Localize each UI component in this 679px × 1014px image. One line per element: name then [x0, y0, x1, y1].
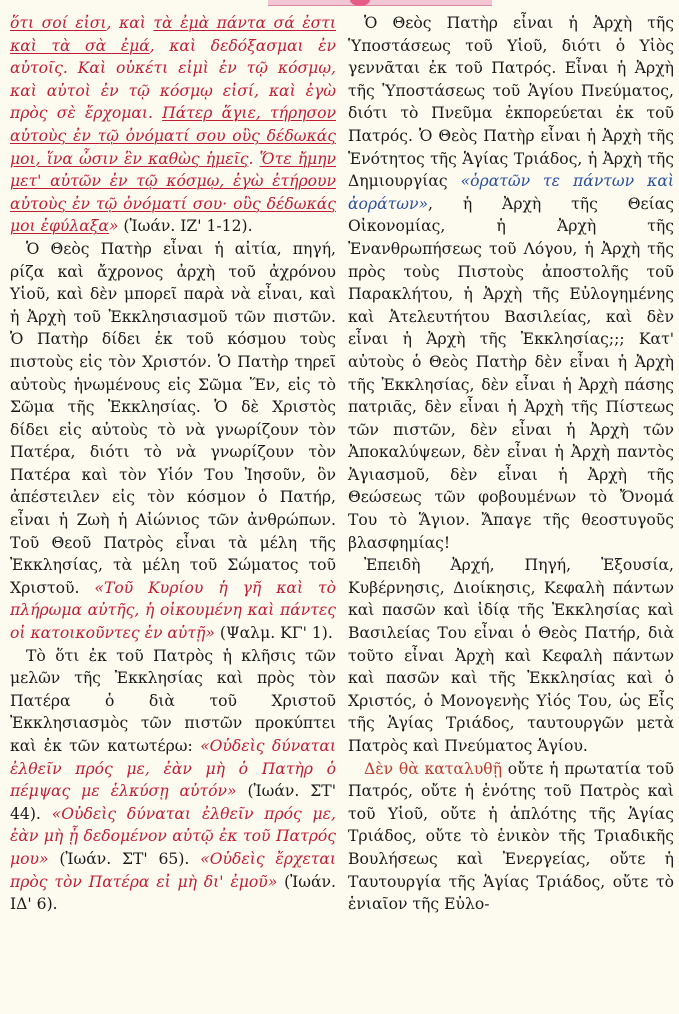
quote-segment: .: [248, 149, 260, 168]
ornament-bar: [268, 0, 492, 6]
body-text: , ἡ Ἀρχὴ τῆς Θείας Οἰκονομίας, ἡ Ἀρχὴ τῆς Ἐνανθρωπήσεως τοῦ Λόγου, ἡ Ἀρχὴ τῆς πρὸς τοὺς Πιστοὺς ἀποστολῆς τοῦ Παρακλήτου, ἡ Ἀρχὴ τῆς Εὐλογημένης καὶ Ἀτελευτήτου Βασιλείας, καὶ δὲν εἶναι ἡ Ἀρχὴ τῆς Ἐκκλησίας;;; Κατ' αὐτοὺς ὁ Θεὸς Πατὴρ δὲν εἶναι ἡ Ἀρχὴ τῆς Ἐκκλησίας, δὲν εἶναι ἡ Ἀρχὴ πάσης πατριᾶς, δὲν εἶναι ἡ Ἀρχὴ τῆς Πίστεως τῶν πιστῶν, δὲν εἶναι ἡ Ἀρχὴ τῶν Ἀποκαλύψεων, δὲν εἶναι ἡ Ἀρχὴ παντὸς Ἁγιασμοῦ, δὲν εἶναι ἡ Ἀρχὴ τῆς Θεώσεως τῶν φοβουμένων τὸ Ὄνομά Του τὸ Ἅγιον. Ἄπαγε τῆς θεοστυγοῦς βλασφημίας!: [348, 194, 674, 552]
quote-segment: Ὅτε ἤμην μετ' αὐτῶν ἐν τῷ κόσμῳ, ἐγὼ ἐτήρουν αὐτοὺς ἐν τῷ ὀνόματί σου· οὓς δέδωκάς μοι ἐφύλαξα: [10, 149, 336, 236]
quote-segment: , καὶ δεδόξασμαι ἐν αὐτοῖς. Καὶ οὐκέτι εἰμὶ ἐν τῷ κόσμῳ, καὶ αὐτοὶ ἐν τῷ κόσμῳ εἰσί, καὶ ἐγὼ πρὸς σὲ ἔρχομαι.: [10, 36, 337, 123]
right-paragraph-2: [348, 554, 674, 757]
gospel-quote: «Οὐδεὶς δύναται ἐλθεῖν πρός με, ἐὰν μὴ ᾖ δεδομένον αὐτῷ ἐκ τοῦ Πατρός μου»: [10, 804, 337, 868]
body-text: Τὸ ὅτι ἐκ τοῦ Πατρὸς ἡ κλῆσις τῶν μελῶν τῆς Ἐκκλησίας καὶ πρὸς τὸν Πατέρα ὁ διὰ τοῦ Χριστοῦ Ἐκκλησιασμὸς τῶν πιστῶν προκύπτει καὶ ἐκ τῶν κατωτέρω:: [10, 646, 336, 755]
scripture-reference: (Ψαλμ. ΚΓ' 1).: [214, 624, 333, 643]
emphasis-text: Δὲν θὰ καταλυθῇ: [364, 759, 503, 778]
right-paragraph-3: [348, 758, 674, 916]
left-paragraph-2: [10, 238, 336, 645]
creed-quote: «ὁρατῶν τε πάντων καὶ ἀοράτων»: [348, 172, 674, 213]
right-column: [348, 12, 674, 916]
body-text: Ὁ Θεὸς Πατὴρ εἶναι ἡ Ἀρχὴ τῆς Ὑποστάσεως τοῦ Υἱοῦ, διότι ὁ Υἱὸς γεννᾶται ἐκ τοῦ Πατρός. Εἶναι ἡ Ἀρχὴ τῆς Ὑποστάσεως τοῦ Ἁγίου Πνεύματος, διότι τὸ Πνεῦμα ἐκπορεύεται ἐκ τοῦ Πατρός. Ὁ Θεὸς Πατὴρ εἶναι ἡ Ἀρχὴ τῆς Ἑνότητος τῆς Ἁγίας Τριάδος, ἡ Ἀρχὴ τῆς Δημιουργίας: [348, 14, 674, 191]
scripture-reference: (Ἰωάν. ΣΤ' 44).: [10, 782, 336, 823]
body-text: οὔτε ἡ πρωτατία τοῦ Πατρός, οὔτε ἡ ἑνότης τοῦ Πατρὸς καὶ τοῦ Υἱοῦ, οὔτε ἡ ἁπλότης τῆς Ἁγίας Τριάδος, οὔτε τὸ ἑνικὸν τῆς Τριαδικῆς Βουλήσεως καὶ Ἐνεργείας, οὔτε ἡ Ταυτουργία τῆς Ἁγίας Τριάδος, οὔτε τὸ ἑνιαῖον τῆς Εὐλο-: [348, 759, 674, 914]
left-column: [10, 12, 336, 916]
quote-segment: Πάτερ ἅγιε, τήρησον αὐτοὺς ἐν τῷ ὀνόματί σου οὓς δέδωκάς μοι, ἵνα ὦσιν ἓν καθὼς ἡμεῖς: [10, 104, 336, 168]
scripture-reference: (Ἰωάν. ΣΤ' 65).: [48, 849, 201, 868]
scripture-reference: (Ἰωάν. ΙΔ' 6).: [10, 872, 336, 914]
quote-segment: τὰ ἐμὰ πάντα σά ἐστι καὶ τὰ σὰ ἐμά: [10, 14, 336, 55]
scripture-reference: (Ἰωάν. ΙΖ' 1-12).: [118, 217, 253, 236]
body-text: Ὁ Θεὸς Πατὴρ εἶναι ἡ αἰτία, πηγή, ρίζα καὶ ἄχρονος ἀρχὴ τοῦ ἀχρόνου Υἱοῦ, καὶ δὲν μπορεῖ παρὰ νὰ εἶναι, καὶ ἡ Ἀρχὴ τοῦ Ἐκκλησιασμοῦ τῶν πιστῶν. Ὁ Πατὴρ δίδει ἐκ τοῦ κόσμου τοὺς πιστοὺς εἰς τὸν Χριστόν. Ὁ Πατὴρ τηρεῖ αὐτοὺς ἡνωμένους εἰς Σῶμα Ἕν, εἰς τὸ Σῶμα τῆς Ἐκκλησίας. Ὁ δὲ Χριστὸς δίδει εἰς αὐτοὺς τὸ νὰ γνωρίζουν τὸν Πατέρα, διότι τὸ νὰ γνωρίζουν τὸν Πατέρα καὶ τὸν Υἱόν Του Ἰησοῦν, ὃν ἀπέστειλεν εἰς τὸν κόσμον ὁ Πατήρ, εἶναι ἡ Ζωὴ ἡ Αἰώνιος τῶν ἀνθρώπων. Τοῦ Θεοῦ Πατρὸς εἶναι τὰ μέλη τῆς Ἐκκλησίας, τὰ μέλη τοῦ Σώματος τοῦ Χριστοῦ.: [10, 239, 336, 597]
quote-segment: , καὶ: [106, 14, 154, 32]
gospel-quote: «Οὐδεὶς ἔρχεται πρὸς τὸν Πατέρα εἰ μὴ δι' ἐμοῦ»: [10, 849, 336, 891]
right-paragraph-1: [348, 12, 674, 554]
psalm-quote: «Τοῦ Κυρίου ἡ γῆ καὶ τὸ πλήρωμα αὐτῆς, ἡ οἰκουμένη καὶ πάντες οἱ κατοικοῦντες ἐν αὐτῇ»: [10, 578, 336, 643]
top-ornament: [0, 0, 679, 10]
left-paragraph-1: [10, 12, 336, 238]
body-text: Ἐπειδὴ Ἀρχή, Πηγή, Ἐξουσία, Κυβέρνησις, Διοίκησις, Κεφαλὴ πάντων καὶ πασῶν καὶ ἰδίᾳ τῆς Ἐκκλησίας καὶ Βασιλείας Του εἶναι ὁ Θεὸς Πατήρ, διὰ τοῦτο εἶναι Ἀρχὴ καὶ Κεφαλὴ πάντων καὶ πασῶν καὶ τῆς Ἐκκλησίας καὶ ὁ Χριστός, ὁ Μονογενὴς Υἱός Του, ὡς Εἷς τῆς Ἁγίας Τριάδος, ταυτουργῶν μετὰ Πατρὸς καὶ Πνεύματος Ἁγίου.: [348, 556, 674, 755]
left-paragraph-3: [10, 645, 336, 916]
gospel-quote: «Οὐδεὶς δύναται ἐλθεῖν πρός με, ἐὰν μὴ ὁ Πατὴρ ὁ πέμψας με ἑλκύσῃ αὐτόν»: [10, 737, 336, 801]
quote-segment: ὅτι σοί εἰσι: [10, 14, 107, 32]
quote-segment: »: [108, 217, 119, 236]
